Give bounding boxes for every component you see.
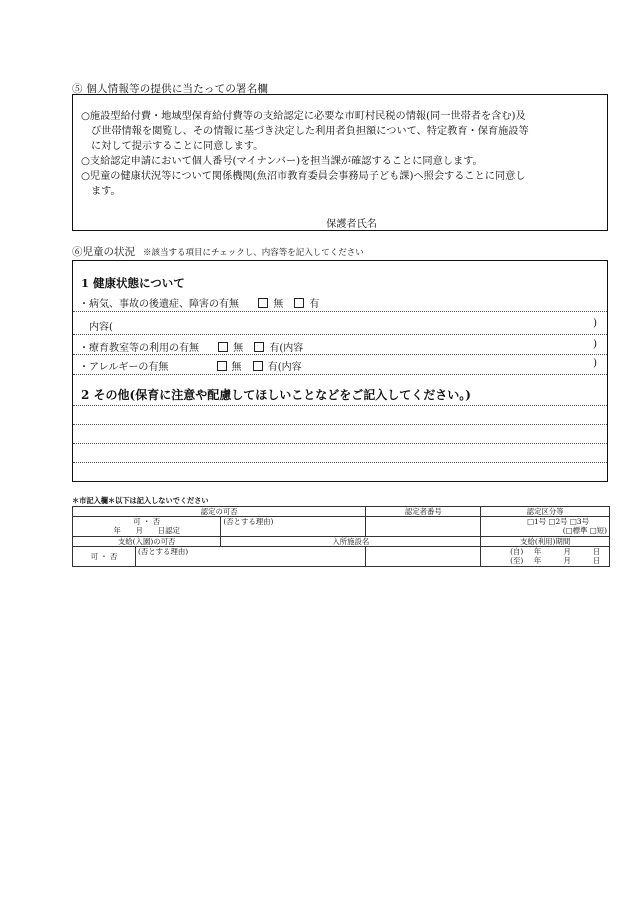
facility-name-header: 入所施設名 [221,537,481,547]
therapy-none-checkbox[interactable] [218,342,228,352]
writing-line[interactable] [73,405,607,406]
writing-line[interactable] [73,424,607,425]
cert-yes-no: 可 ・ 否 [133,517,161,526]
consent-line-1: ○施設型給付費・地域型保育給付費等の支給認定に必要な市町村民税の情報(同一世帯者を含む)及 [81,111,526,122]
period-dates-cell[interactable] [525,547,609,567]
guardian-name-label: 保護者氏名 [326,219,377,230]
payment-approval-header: 支給(入園)の可否 [73,537,221,547]
cert-yes-no-cell[interactable] [73,517,221,537]
therapy-none-label: 無 [233,343,244,354]
section6-note: ※該当する項目にチェックし、内容等を記入してください [143,248,364,258]
writing-line[interactable] [73,443,607,444]
divider [73,311,607,312]
other-heading: 2 その他(保育に注意や配慮してほしいことなどをご記入してください。) [81,388,471,402]
illness-yes-label: 有 [309,299,320,310]
standard-short-options: (□標準 □短) [562,526,607,535]
allergy-row [79,358,607,373]
illness-label: ・病気、事故の後遺症、障害の有無 [79,299,239,310]
consent-line-3: に対して提示することに同意します。 [91,141,264,152]
therapy-yes-checkbox[interactable] [254,342,264,352]
therapy-row [79,339,607,354]
consent-line-5: ○児童の健康状況等について関係機関(魚沼市教育委員会事務局子ども課)へ照会することに同意し [81,171,526,182]
divider [73,354,607,355]
divider [73,334,607,335]
close-paren: ) [593,318,597,329]
section6-title-text: ⑥児童の状況 [72,246,135,258]
payment-yes-no-cell[interactable] [73,547,136,567]
period-to: (至) [510,556,524,565]
cert-date: 年 月 日認定 [113,526,180,535]
period-from-date: 年 月 日 [533,547,601,556]
cert-category-header: 認定区分等 [481,507,610,517]
consent-line-2: び世帯情報を閲覧し、その情報に基づき決定した利用者負担額について、特定教育・保育施設等 [91,126,529,137]
allergy-none-checkbox[interactable] [217,361,227,371]
cert-category-cell[interactable] [481,517,610,537]
official-use-label: ＊市記入欄＊以下は記入しないでください [72,496,209,505]
close-paren: ) [593,358,597,369]
allergy-none-label: 無 [231,362,242,373]
consent-line-4: ○支給認定申請において個人番号(マイナンバー)を担当課が確認することに同意します。 [81,156,483,167]
illness-row [79,295,613,310]
payment-reason-cell[interactable] [136,547,366,567]
cert-number-cell[interactable] [366,517,481,537]
allergy-label: ・アレルギーの有無 [79,362,169,373]
illness-content-row[interactable] [89,318,607,333]
cert-number-header: 認定者番号 [366,507,481,517]
period-to-date: 年 月 日 [533,556,601,565]
period-from-to-cell [481,547,526,567]
therapy-label: ・療育教室等の利用の有無 [79,343,199,354]
cert-approval-header: 認定の可否 [73,507,366,517]
close-paren: ) [593,339,597,350]
cert-reason-cell[interactable] [221,517,366,537]
facility-name-cell[interactable] [366,547,481,567]
payment-period-header: 支給(利用)期間 [481,537,610,547]
content-label: 内容( [89,322,113,333]
divider [73,374,607,375]
official-use-table [72,506,610,567]
section5-title: ⑤ 個人情報等の提供に当たっての署名欄 [72,83,269,95]
child-status-box [72,260,608,482]
cert-reason-label: (否とする理由) [223,517,274,526]
therapy-yes-content-label: 有(内容 [269,343,304,354]
illness-none-label: 無 [273,299,284,310]
writing-line[interactable] [73,462,607,463]
section6-title [72,244,364,259]
consent-box [72,94,608,231]
class-options: □1号 □2号 □3号 [527,517,589,526]
payment-reason-label: (否とする理由) [138,547,189,556]
consent-line-6: ます。 [91,186,121,197]
illness-yes-checkbox[interactable] [294,298,304,308]
allergy-yes-checkbox[interactable] [253,361,263,371]
payment-yes-no: 可 ・ 否 [90,552,118,561]
health-heading: 1 健康状態について [81,276,185,290]
illness-none-checkbox[interactable] [258,298,268,308]
period-from: (自) [510,547,524,556]
allergy-yes-content-label: 有(内容 [267,362,302,373]
